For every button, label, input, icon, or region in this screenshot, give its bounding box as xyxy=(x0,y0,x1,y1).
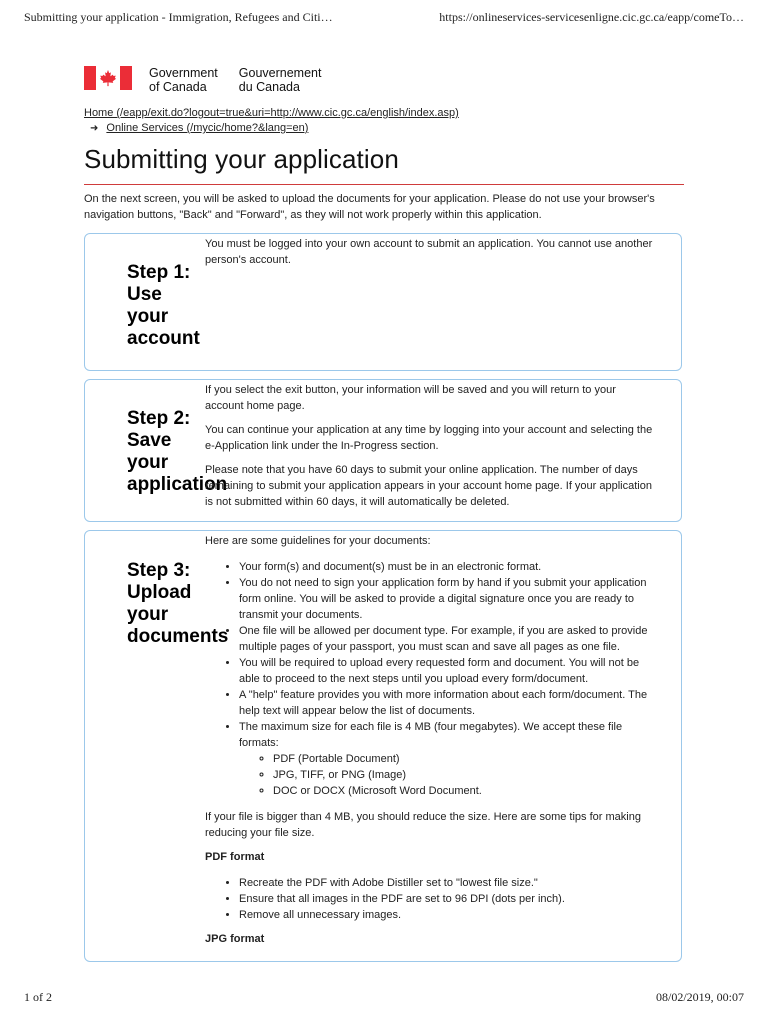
step-3-label: Step 3: Upload your documents xyxy=(127,560,229,647)
step-2-paragraph-1: If you select the exit button, your information will be saved and you will return to your account home page. xyxy=(205,384,616,412)
browser-page-title: Submitting your application - Immigration, Refugees and Citi… xyxy=(24,10,333,24)
page-counter: 1 of 2 xyxy=(24,990,52,1004)
breadcrumb xyxy=(84,106,459,136)
list-item: • You will be required to upload every requested form and document. You will not be able to proceed to the next steps until you upload every form/document. xyxy=(239,655,657,687)
print-header xyxy=(24,10,744,30)
list-item: • A "help" feature provides you with more information about each form/document. The help text will appear below the list of documents. xyxy=(239,687,657,719)
canada-flag-icon xyxy=(84,66,132,90)
file-formats-list xyxy=(239,751,657,799)
step-1-label: Step 1: Use your account xyxy=(127,262,200,349)
list-item: ◦ PDF (Portable Document) xyxy=(273,751,657,767)
step-3-body xyxy=(205,533,657,957)
step-2-label: Step 2: Save your application xyxy=(127,408,228,495)
arrow-right-icon: ➜ xyxy=(90,123,99,134)
gov-header xyxy=(84,66,321,94)
title-divider xyxy=(84,184,684,185)
breadcrumb-home-link[interactable]: Home (/eapp/exit.do?logout=true&uri=http://www.cic.gc.ca/english/index.asp) xyxy=(84,107,459,119)
step-1-body xyxy=(205,236,657,276)
step-1-panel xyxy=(84,233,682,371)
file-size-note: If your file is bigger than 4 MB, you should reduce the size. Here are some tips for making reducing your file size. xyxy=(205,811,641,839)
list-item: ◦ DOC or DOCX (Microsoft Word Document. xyxy=(273,783,657,799)
list-item: • You do not need to sign your application form by hand if you submit your application form online. You will be asked to provide a digital signature once you are ready to transmit your documents. xyxy=(239,575,657,623)
step-3-intro: Here are some guidelines for your documents: xyxy=(205,535,431,547)
list-item: • The maximum size for each file is 4 MB (four megabytes). We accept these file formats: ◦ PDF (Portable Document) ◦ JPG, TIFF, or PNG (Image) ◦ DOC or DOCX (Microsoft Word Document. xyxy=(239,719,657,799)
step-3-panel xyxy=(84,530,682,962)
step-2-paragraph-3: Please note that you have 60 days to submit your online application. The number of days remaining to submit your application appears in your account home page. If your application is not submitted within 60 days, it will automatically be deleted. xyxy=(205,464,652,508)
print-footer xyxy=(24,990,744,1010)
jpg-format-heading: JPG format xyxy=(205,933,265,945)
pdf-tips-list xyxy=(205,875,657,923)
list-item: • Remove all unnecessary images. xyxy=(239,907,657,923)
pdf-format-heading: PDF format xyxy=(205,851,265,863)
gov-name-french: Gouvernement du Canada xyxy=(238,66,322,94)
browser-url: https://onlineservices-servicesenligne.cic.gc.ca/eapp/comeTo… xyxy=(439,10,744,24)
maple-leaf-icon xyxy=(99,69,117,87)
print-timestamp: 08/02/2019, 00:07 xyxy=(655,990,744,1004)
intro-text: On the next screen, you will be asked to upload the documents for your application. Please do not use your browser's navigation buttons, "Back" and "Forward", as they will not work properly within this application. xyxy=(84,193,655,221)
breadcrumb-online-services-link[interactable]: Online Services (/mycic/home?&lang=en) xyxy=(106,122,309,134)
list-item: ◦ JPG, TIFF, or PNG (Image) xyxy=(273,767,657,783)
page-title: Submitting your application xyxy=(84,144,399,174)
gov-name-english: Government of Canada xyxy=(149,66,218,94)
step-2-paragraph-2: You can continue your application at any time by logging into your account and selecting the e-Application link under the In-Progress section. xyxy=(205,424,653,452)
list-item: • One file will be allowed per document type. For example, if you are asked to provide multiple pages of your passport, you must scan and save all pages as one file. xyxy=(239,623,657,655)
list-item: • Recreate the PDF with Adobe Distiller set to "lowest file size." xyxy=(239,875,657,891)
step-1-text: You must be logged into your own account to submit an application. You cannot use another person's account. xyxy=(205,238,653,266)
step-2-body xyxy=(205,382,657,518)
list-item: • Your form(s) and document(s) must be in an electronic format. xyxy=(239,559,657,575)
list-item: • Ensure that all images in the PDF are set to 96 DPI (dots per inch). xyxy=(239,891,657,907)
guidelines-list xyxy=(205,559,657,799)
step-2-panel xyxy=(84,379,682,522)
